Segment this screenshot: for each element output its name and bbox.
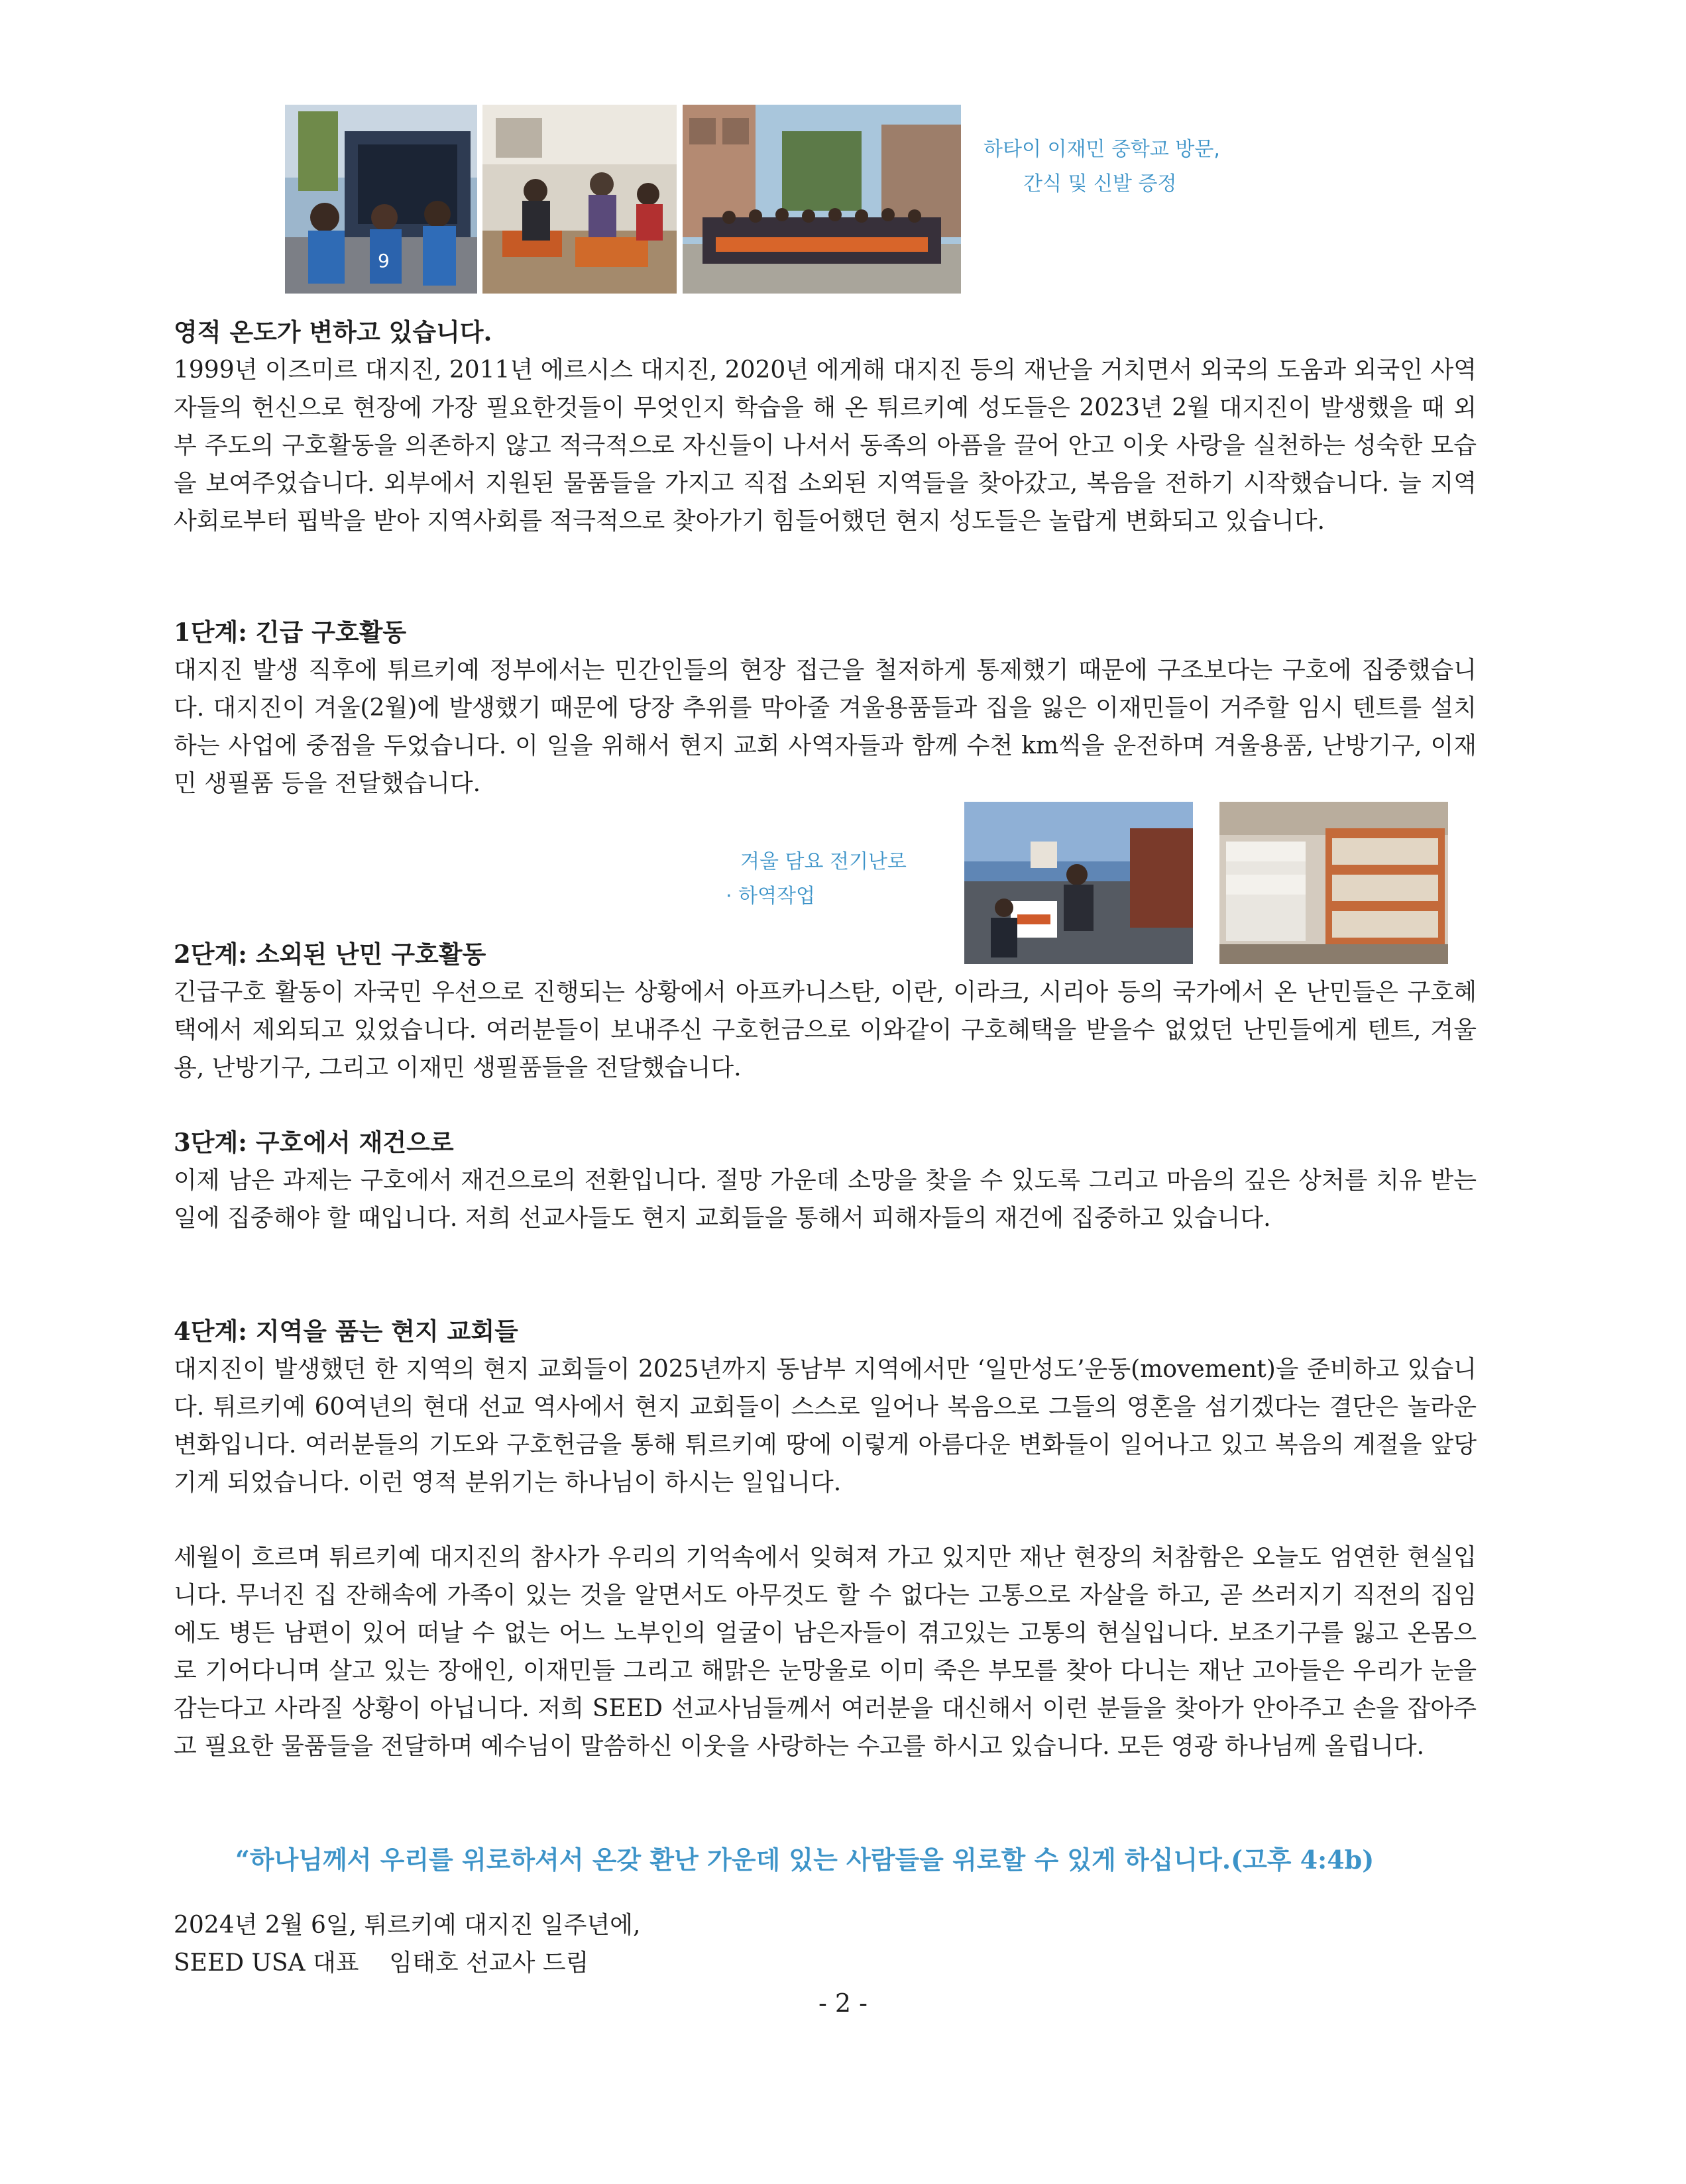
top-caption-line-1: 하타이 이재민 중학교 방문, xyxy=(984,138,1220,161)
section-body-spiritual-temperature: 1999년 이즈미르 대지진, 2011년 에르시스 대지진, 2020년 에게해 대지진 등의 재난을 거치면서 외국의 도움과 외국인 사역자들의 헌신으로 현장에 가장 필요한것들이 무엇인지 학습을 해 온 튀르키예 성도들은 2023년 2월 대지진이 발생했을 때 외부 주도의 구호활동을 의존하지 않고 적극적으로 자신들이 나서서 동족의 아픔을 끌어 안고 이웃 사랑을 실천하는 성숙한 모습을 보여주었습니다. 외부에서 지원된 물품들을 가지고 직접 소외된 지역들을 찾아갔고, 복음을 전하기 시작했습니다. 늘 지역사회로부터 핍박을 받아 지역사회를 적극적으로 찾아가기 힘들어했던 현지 성도들은 놀랍게 변화되고 있습니다. xyxy=(174,356,1477,535)
mid-caption-line-2-text: 하역작업 xyxy=(738,885,815,908)
top-caption-line-2: 간식 및 신발 증정 xyxy=(1023,172,1177,195)
svg-text:9: 9 xyxy=(378,250,390,272)
photo-students-receiving-gifts xyxy=(482,105,677,294)
photo-stacked-supplies xyxy=(1219,802,1448,964)
section-heading-stage-2: 2단계: 소외된 난민 구호활동 xyxy=(174,940,486,969)
mid-caption-line-2 xyxy=(726,879,907,914)
closing-paragraph: 세월이 흐르며 튀르키예 대지진의 참사가 우리의 기억속에서 잊혀져 가고 있지만 재난 현장의 처참함은 오늘도 엄연한 현실입니다. 무너진 집 잔해속에 가족이 있는 것을 알면서도 아무것도 할 수 없다는 고통으로 자살을 하고, 곧 쓰러지기 직전의 집임에도 병든 남편이 있어 떠날 수 없는 어느 노부인의 얼굴이 남은자들이 겪고있는 고통의 현실입니다. 보조기구를 잃고 온몸으로 기어다니며 살고 있는 장애인, 이재민들 그리고 해맑은 눈망울로 이미 죽은 부모를 찾아 다니는 재난 고아들은 우리가 눈을 감는다고 사라질 상황이 아닙니다. 저희 SEED 선교사님들께서 여러분을 대신해서 이런 분들을 찾아가 안아주고 손을 잡아주고 필요한 물품들을 전달하며 예수님이 말씀하신 이웃을 사랑하는 수고를 하시고 있습니다. 모든 영광 하나님께 올립니다. xyxy=(174,1544,1477,1760)
bullet-mark: · xyxy=(726,885,739,908)
mid-photo-caption xyxy=(726,845,907,914)
section-body-stage-4: 대지진이 발생했던 한 지역의 현지 교회들이 2025년까지 동남부 지역에서만 ‘일만성도’운동(movement)을 준비하고 있습니다. 튀르키예 60여년의 현대 선교 역사에서 현지 교회들이 스스로 일어나 복음으로 그들의 영혼을 섬기겠다는 결단은 놀라운 변화입니다. 여러분들의 기도와 구호헌금을 통해 튀르키예 땅에 이렇게 아름다운 변화들이 일어나고 있고 복음의 계절을 앞당기게 되었습니다. 이런 영적 분위기는 하나님이 하시는 일입니다. xyxy=(174,1356,1477,1496)
section-body-stage-1: 대지진 발생 직후에 튀르키예 정부에서는 민간인들의 현장 접근을 철저하게 통제했기 때문에 구조보다는 구호에 집중했습니다. 대지진이 겨울(2월)에 발생했기 때문에 당장 추위를 막아줄 겨울용품들과 집을 잃은 이재민들이 거주할 임시 텐트를 설치하는 사업에 중점을 두었습니다. 이 일을 위해서 현지 교회 사역자들과 함께 수천 km씩을 운전하며 겨울용품, 난방기구, 이재민 생필품 등을 전달했습니다. xyxy=(174,657,1477,797)
photo-relief-van-unloading xyxy=(285,105,477,294)
signature-date-line: 2024년 2월 6일, 튀르키예 대지진 일주년에, xyxy=(174,1912,641,1939)
mid-caption-line-1: 겨울 담요 전기난로 xyxy=(740,850,907,873)
photo-unloading-truck xyxy=(964,802,1193,964)
section-body-stage-2: 긴급구호 활동이 자국민 우선으로 진행되는 상황에서 아프카니스탄, 이란, 이라크, 시리아 등의 국가에서 온 난민들은 구호혜택에서 제외되고 있었습니다. 여러분들이 보내주신 구호헌금으로 이와같이 구호혜택을 받을수 없었던 난민들에게 텐트, 겨울용, 난방기구, 그리고 이재민 생필품들을 전달했습니다. xyxy=(174,979,1477,1081)
top-photo-caption xyxy=(984,133,1220,201)
scripture-quote: “하나님께서 우리를 위로하셔서 온갖 환난 가운데 있는 사람들을 위로할 수 있게 하십니다.(고후 4:4b) xyxy=(235,1845,1375,1875)
photo-school-group xyxy=(683,105,961,294)
page-number: - 2 - xyxy=(818,1989,868,2018)
section-heading-stage-4: 4단계: 지역을 품는 현지 교회들 xyxy=(174,1317,518,1346)
section-heading-stage-1: 1단계: 긴급 구호활동 xyxy=(174,618,407,647)
section-heading-spiritual-temperature: 영적 온도가 변하고 있습니다. xyxy=(174,317,492,347)
section-heading-stage-3: 3단계: 구호에서 재건으로 xyxy=(174,1128,454,1157)
signature-name-line: SEED USA 대표 임태호 선교사 드림 xyxy=(174,1949,589,1977)
section-body-stage-3: 이제 남은 과제는 구호에서 재건으로의 전환입니다. 절망 가운데 소망을 찾을 수 있도록 그리고 마음의 깊은 상처를 치유 받는 일에 집중해야 할 때입니다. 저희 선교사들도 현지 교회들을 통해서 피해자들의 재건에 집중하고 있습니다. xyxy=(174,1167,1477,1232)
